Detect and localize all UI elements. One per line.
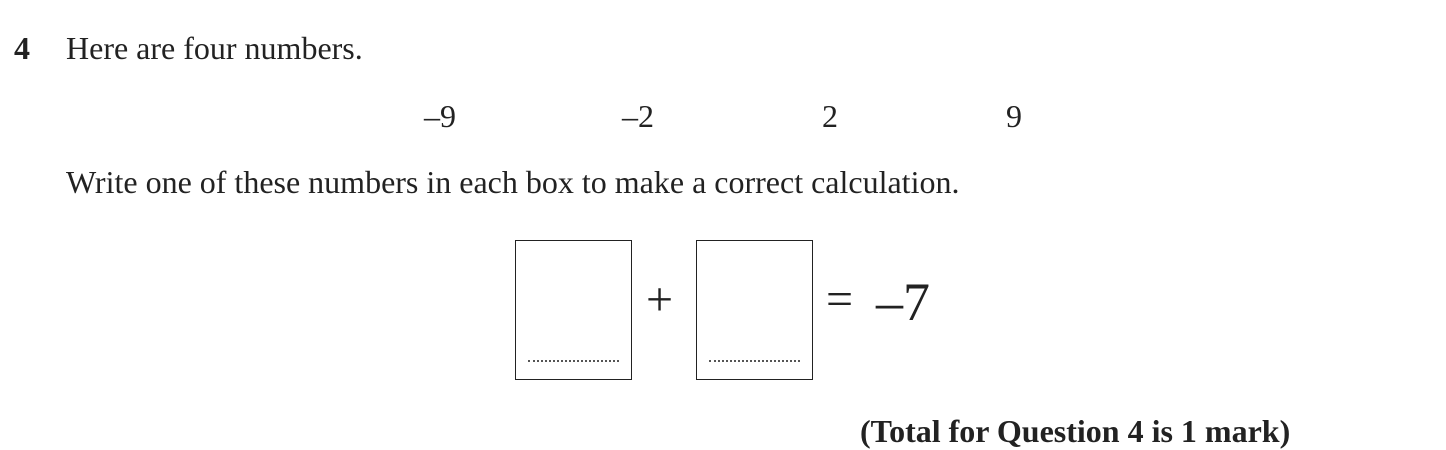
answer-box-first[interactable]	[515, 240, 632, 380]
total-marks: (Total for Question 4 is 1 mark)	[860, 413, 1291, 449]
number-option: 9	[1006, 98, 1022, 134]
equation-result: –7	[876, 272, 930, 332]
question-prompt: Here are four numbers.	[66, 30, 363, 66]
question-instruction: Write one of these numbers in each box to make a correct calculation.	[66, 164, 960, 200]
question-number: 4	[14, 30, 30, 66]
answer-box-second[interactable]	[696, 240, 813, 380]
equals-sign: =	[826, 273, 854, 326]
number-option: –2	[622, 98, 654, 134]
number-option: –9	[424, 98, 456, 134]
number-option: 2	[822, 98, 838, 134]
answer-line	[709, 360, 800, 362]
plus-sign: +	[646, 273, 674, 326]
answer-line	[528, 360, 619, 362]
